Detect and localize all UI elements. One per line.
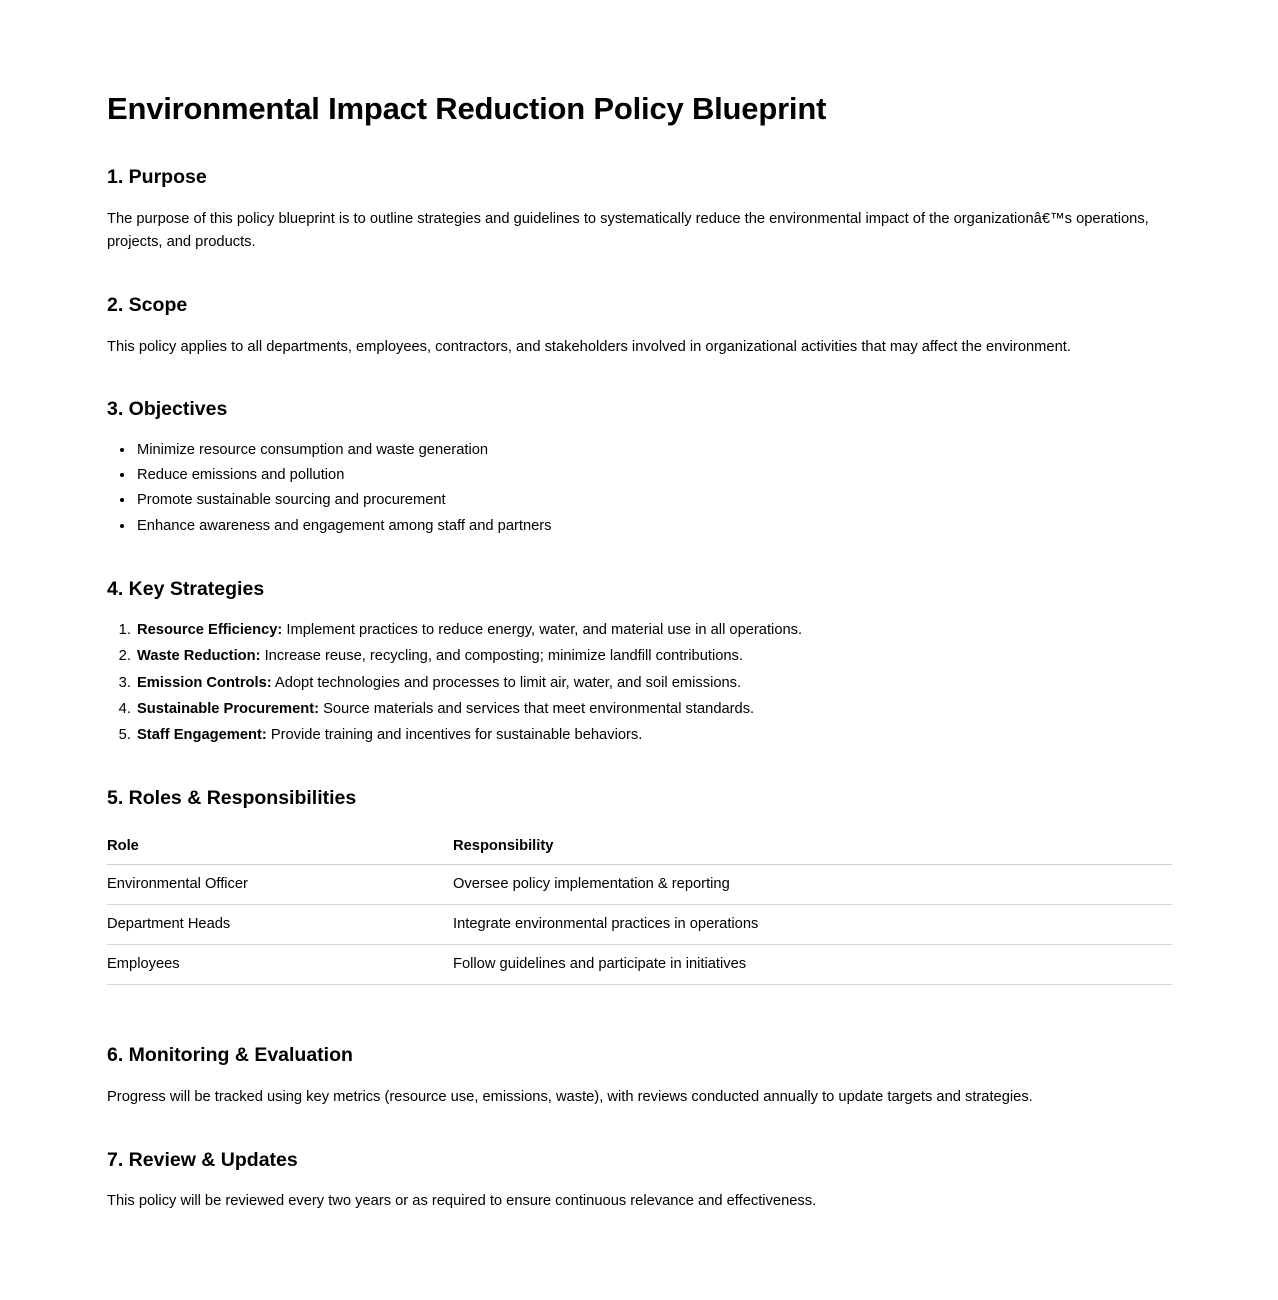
table-row [107,865,1172,905]
section-body-purpose: The purpose of this policy blueprint is to outline strategies and guidelines to systematically reduce the environmental impact of the organizationâ€™s operations, projects, and products. [107,210,1149,251]
list-item: • Minimize resource consumption and waste generation [135,438,1172,463]
list-item-text: Provide training and incentives for sustainable behaviors. [266,726,643,743]
table-row [107,945,1172,985]
objectives-list [107,438,1172,539]
section-heading-scope: 2. Scope [107,294,188,317]
list-item: • Reduce emissions and pollution [135,463,1172,488]
section-heading-review: 7. Review & Updates [107,1148,298,1171]
list-item-lead: Waste Reduction: [137,648,261,665]
list-item: • Enhance awareness and engagement among staff and partners [135,514,1172,539]
table-header [107,832,1172,865]
column-header-responsibility: Responsibility [453,832,1172,865]
table-header-row [107,832,1172,865]
cell-responsibility: Follow guidelines and participate in initiatives [453,945,1172,985]
cell-responsibility: Integrate environmental practices in operations [453,905,1172,945]
list-item: • Promote sustainable sourcing and procurement [135,488,1172,513]
section-body-monitoring: Progress will be tracked using key metrics (resource use, emissions, waste), with reviews conducted annually to update targets and strategies. [107,1088,1033,1105]
key-strategies-list [107,617,1172,748]
list-item-text: Implement practices to reduce energy, water, and material use in all operations. [282,622,803,639]
column-header-role: Role [107,832,453,865]
list-item-text: Increase reuse, recycling, and composting; minimize landfill contributions. [260,648,743,665]
table-spacer [107,985,1172,1005]
list-item [135,722,1172,748]
list-item [135,670,1172,696]
section-heading-objectives: 3. Objectives [107,398,228,421]
section-heading-key-strategies: 4. Key Strategies [107,577,265,600]
cell-role: Environmental Officer [107,865,453,905]
section-heading-monitoring: 6. Monitoring & Evaluation [107,1044,353,1067]
list-item-text: Source materials and services that meet environmental standards. [319,700,755,717]
list-item-lead: Sustainable Procurement: [137,700,320,717]
section-body-scope: This policy applies to all departments, employees, contractors, and stakeholders involved in organizational activities that may affect the environment. [107,338,1071,355]
section-heading-purpose: 1. Purpose [107,166,207,189]
page-title: Environmental Impact Reduction Policy Blueprint [107,91,827,126]
list-item-lead: Resource Efficiency: [137,622,283,639]
list-item [135,696,1172,722]
cell-responsibility: Oversee policy implementation & reporting [453,865,1172,905]
list-item-text: Adopt technologies and processes to limit air, water, and soil emissions. [271,674,742,691]
table-row [107,905,1172,945]
list-item [135,643,1172,669]
list-item-lead: Emission Controls: [137,674,272,691]
list-item [135,617,1172,643]
roles-responsibilities-table [107,832,1172,985]
table-body [107,865,1172,985]
cell-role: Employees [107,945,453,985]
section-body-review: This policy will be reviewed every two years or as required to ensure continuous relevance and effectiveness. [107,1192,817,1209]
cell-role: Department Heads [107,905,453,945]
list-item-lead: Staff Engagement: [137,726,267,743]
section-heading-roles: 5. Roles & Responsibilities [107,787,357,810]
